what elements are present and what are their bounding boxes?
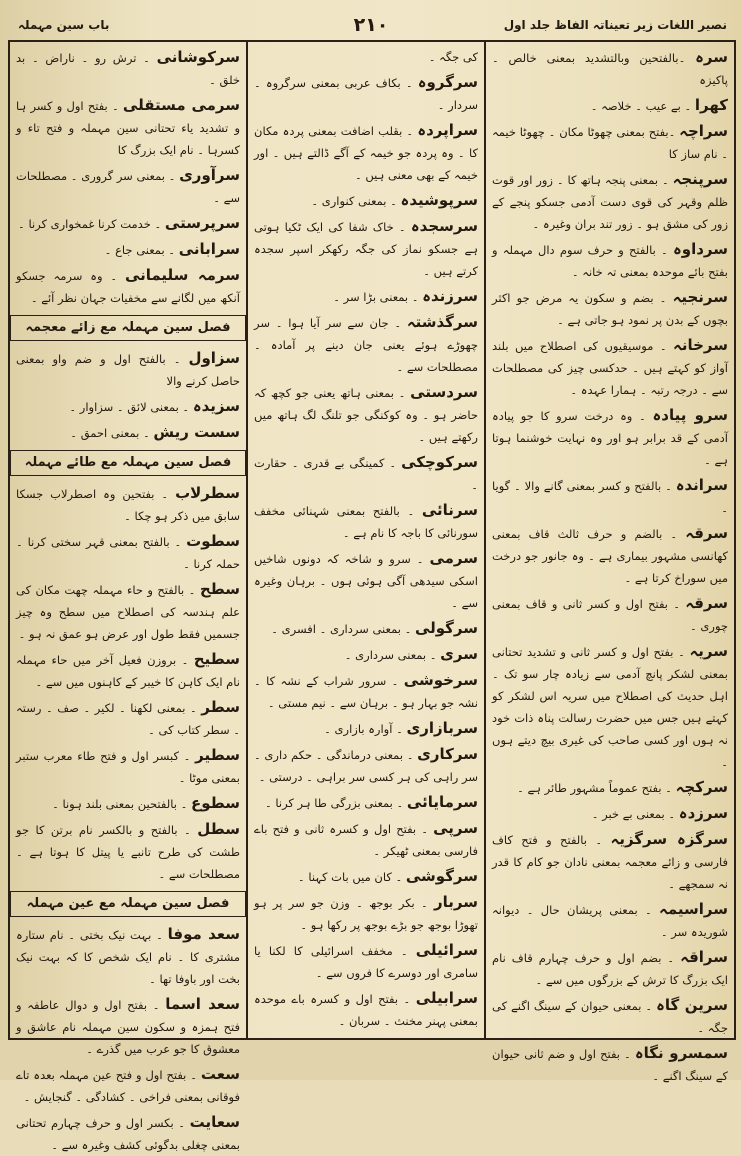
entry-headword: سرابیلی: [415, 989, 478, 1007]
entry-definition: ۔ بروزن فعیل آخر میں حاء مہملہ نام ایک کاہن کا خیبر کے کاہنوں میں سے ۔: [16, 653, 240, 689]
dictionary-entry: [492, 640, 728, 773]
dictionary-entry: [16, 744, 240, 789]
dictionary-entry: [254, 215, 478, 282]
entry-definition: ۔بفتح بمعنی چھوٹا مکان ۔ چھوٹا خیمہ ۔ نام ساز کا: [492, 125, 728, 161]
entry-definition: ۔ بفتح اول و فتح عین مہملہ بعدہ تاے فوقانی بمعنی فراخی ۔ کشادگی ۔ گنجایش ۔: [16, 1068, 240, 1104]
entry-definition: ۔ بالفتح اول و ضم واو بمعنی حاصل کرنے والا: [16, 352, 240, 388]
dictionary-entry: [492, 168, 728, 235]
dictionary-entry: [254, 791, 478, 814]
dictionary-entry: [254, 189, 478, 212]
entry-definition: ۔ بمعنی سرداری ۔ افسری ۔: [271, 622, 415, 636]
dictionary-entry: [254, 119, 478, 186]
dictionary-entry: [16, 347, 240, 392]
entry-definition: ۔ بفتح اول و کسرہ باے موحدہ بمعنی پہنر مخنث ۔ سربان ۔: [254, 992, 478, 1028]
entry-definition: ۔ بفتح عموماً مشہور طائر ہے ۔: [517, 781, 676, 795]
dictionary-entry: [16, 1111, 240, 1156]
entry-headword: سری: [440, 645, 478, 663]
entry-headword: سرپرستی: [164, 214, 240, 232]
dictionary-entry: [254, 285, 478, 308]
entry-headword: سرخانہ: [673, 336, 728, 354]
entry-definition: ۔ خاک شفا کی ایک ٹکیا ہوتی ہے جسکو نماز کی جگہ رکھکر اسپر سجدہ کرتے ہیں ۔: [254, 220, 478, 278]
entry-definition: کی جگہ ۔: [428, 50, 478, 64]
entry-headword: سرگوشی: [405, 867, 478, 885]
dictionary-entry: [492, 334, 728, 401]
entry-headword: سرکچہ: [675, 778, 728, 796]
entry-definition: ۔ بہت نیک بختی ۔ نام ستارہ مشتری کا ۔ نام ایک شخص کا کہ بہت نیک بخت اور باوفا تھا ۔: [16, 928, 240, 986]
dictionary-entry: [254, 987, 478, 1032]
entry-definition: ۔ خدمت کرنا غمخواری کرنا ۔: [18, 217, 165, 231]
entry-headword: سرپنجہ: [672, 170, 728, 188]
entry-definition: ۔ سرور شراب کے نشہ کا ۔ نشہ جو بہار ہو ۔ برہان سے ۔ نیم مستی ۔: [254, 674, 478, 710]
dictionary-entry: [492, 120, 728, 165]
entry-definition: ۔ بکر بوجھ ۔ وزن جو سر پر ہو تھوڑا بوجھ جو بڑے بوجھ پر رکھا ہو ۔: [254, 896, 478, 932]
entry-definition: ۔ بکسر اول و حرف چہارم تحتانی بمعنی چغلی بدگوئی کشف وغیرہ سے ۔: [16, 1116, 240, 1152]
dictionary-entry: [16, 264, 240, 309]
entry-headword: سعد اسما: [165, 995, 241, 1013]
dictionary-entry: [254, 817, 478, 862]
dictionary-entry: [492, 404, 728, 471]
dictionary-entry: [16, 792, 240, 815]
entry-headword: سربازاری: [406, 719, 478, 737]
entry-headword: سرقہ: [685, 524, 728, 542]
entry-definition: ۔ بالفتح و حاء مہملہ چھت مکان کی علم ہندسہ کی اصطلاح میں سطح وہ چیز جسمیں فقط طول اور عرض ہو عمق نہ ہو ۔: [16, 583, 240, 641]
entry-definition: ۔ موسیقیوں کی اصطلاح میں بلند آواز کو کہتے ہیں ۔ حدکسی چیز کی مصطلحات سے ۔ درجہ رتبہ ۔ ہمارا عہدہ ۔: [492, 339, 728, 397]
dictionary-entry: [492, 994, 728, 1039]
entry-definition: ۔ بالضم و حرف ثالث قاف بمعنی کھانسی مشہور بیماری ہے ۔ وہ جانور جو درخت میں سوراخ کرتا ہے ۔: [492, 527, 728, 585]
entry-definition: ۔ بمعنی سر گروری ۔ مصطلحات سے ۔: [16, 169, 240, 205]
entry-headword: کھرا: [694, 96, 728, 114]
entry-headword: سربار: [434, 893, 478, 911]
dictionary-entry: [254, 71, 478, 116]
dictionary-entry: [254, 643, 478, 666]
entry-definition: ۔ بقلب اضافت بمعنی پردہ مکان کا ۔ وہ پردہ جو خیمہ کے آگے ڈالتے ہیں ۔ اور خیمہ کے بھی معنی ہیں ۔: [254, 124, 478, 182]
entry-headword: سرگولی: [414, 619, 478, 637]
entry-definition: ۔ بفتح اول و کسرہ ثانی و فتح باے فارسی بمعنی ٹھیکر ۔: [254, 822, 478, 858]
entry-definition: ۔ بکاف عربی بمعنی سرگروہ ۔ سردار ۔: [254, 76, 478, 112]
entry-definition: ۔ بالفتح بمعنی قہر سختی کرنا ۔ حملہ کرنا ۔: [16, 535, 240, 571]
entry-headword: سراندہ: [675, 476, 728, 494]
entry-headword: سرکوچکی: [401, 453, 478, 471]
dictionary-entry: [254, 381, 478, 448]
entry-definition: ۔ بالفتح و حرف سوم دال مہملہ و بفتح بائے موحدہ بمعنی تہ خانہ ۔: [492, 243, 728, 279]
entry-headword: سرپی: [433, 819, 478, 837]
entry-headword: سرمی مستقلی: [122, 96, 240, 114]
entry-headword: سرائیلی: [415, 941, 478, 959]
dictionary-entry: [254, 669, 478, 714]
entry-headword: سرقہ: [685, 594, 728, 612]
entry-headword: سرداوہ: [672, 240, 728, 258]
entry-headword: سرابانی: [178, 240, 240, 258]
entry-definition: ۔ بفتحین وہ اصطرلاب جسکا سابق میں ذکر ہو چکا ۔: [16, 487, 240, 523]
entry-definition: ۔ وہ سرمہ جسکو آنکھ میں لگانے سے مخفیات جہان نظر آئے ۔: [16, 269, 240, 305]
dictionary-entry: [16, 395, 240, 418]
entry-headword: سرنائی: [421, 501, 478, 519]
dictionary-entry: [16, 818, 240, 885]
entry-definition: ۔ بمعنی سرداری ۔: [344, 648, 441, 662]
entry-definition: ۔ کبسر اول و فتح طاء معرب ستبر بمعنی موٹا ۔: [16, 749, 240, 785]
dictionary-entry: [254, 617, 478, 640]
page-header: [6, 14, 735, 40]
entry-headword: سطل: [197, 820, 240, 838]
dictionary-entry: [16, 923, 240, 990]
dictionary-entry: [16, 993, 240, 1060]
dictionary-entry: [492, 238, 728, 283]
dictionary-entry: [254, 939, 478, 984]
dictionary-entry: [16, 696, 240, 741]
entry-headword: سزیدہ: [192, 397, 240, 415]
entry-definition: ۔ بمعنی احمق ۔: [70, 426, 154, 440]
entry-headword: سطیر: [195, 746, 240, 764]
entry-definition: ۔ بمعنی جاع ۔: [104, 243, 179, 257]
entry-headword: سرزندہ: [422, 287, 478, 305]
dictionary-entry: [254, 743, 478, 788]
entry-headword: سعت: [200, 1065, 240, 1083]
dictionary-entry: [16, 421, 240, 444]
dictionary-entry: [16, 212, 240, 235]
dictionary-entry: [492, 474, 728, 519]
dictionary-entry: [254, 311, 478, 378]
entry-headword: سراپردہ: [417, 121, 478, 139]
entry-definition: ۔ بمعنی کنواری ۔: [311, 194, 401, 208]
entry-definition: ۔ بالفتح بمعنی شہنائی مخفف سورنائی کا باجہ کا نام ہے ۔: [254, 504, 478, 540]
running-title: نصیر اللغات زیر تعیناتہ الفاظ جلد اول: [503, 18, 727, 32]
dictionary-entry: [254, 499, 478, 544]
entry-headword: سرسجدہ: [410, 217, 478, 235]
entry-definition: ۔ بفتح اول و ضم ثانی حیوان کے سینگ اگنے ۔: [492, 1047, 728, 1083]
entry-headword: سراقہ: [680, 948, 728, 966]
entry-definition: ۔ بفتح اول و کسر ثانی و تشدید تحتانی بمعنی لشکر پانچ آدمی سے زیادہ چار سو تک ۔ اہل حدیث کی اصطلاح میں سریہ اس لشکر کو کہتے ہیں جس میں حضرت رسالت پناہ ذات خود نہ ہوں اور کسی صاحب کی غیری بیچ دیتے ہوں ۔: [492, 645, 728, 769]
entry-headword: سرمہ سلیمانی: [124, 266, 240, 284]
dictionary-entry: [492, 522, 728, 589]
entry-headword: سرکوشانی: [156, 48, 240, 66]
dictionary-entry: [16, 46, 240, 91]
entry-headword: سرزدہ: [678, 804, 728, 822]
section-label: باب سین مہملہ: [18, 18, 110, 32]
entry-headword: سردستی: [410, 383, 478, 401]
entry-definition: ۔ مخفف اسرائیلی کا لکنا یا سامری اور دوسرے کا فروں سے ۔: [254, 944, 478, 980]
dictionary-entry: [492, 1042, 728, 1087]
entry-definition: ۔ بے عیب ۔ خلاصہ ۔: [590, 99, 695, 113]
entry-definition: ۔ بالفتح و کسر بمعنی گانے والا ۔ گویا ۔: [492, 479, 728, 515]
dictionary-entry: [16, 1063, 240, 1108]
entry-headword: سرگزہ سرگزیہ: [610, 830, 728, 848]
entry-definition: ۔ بمعنی بزرگی طا ہر کرنا ۔: [264, 796, 407, 810]
entry-definition: ۔ وہ درخت سرو کا جو پیادہ آدمی کے قد برابر ہو اور وہ نہایت خوشنما ہوتا ہے ۔: [492, 409, 728, 467]
dictionary-entry: [254, 865, 478, 888]
entry-headword: سطیح: [193, 650, 240, 668]
entry-headword: سزاول: [188, 349, 240, 367]
entry-definition: ۔ بالفتح و بالکسر نام برتن کا جو طشت کی طرح تانبے یا پیتل کا ہوتا ہے ۔ مصطلحات سے ۔: [16, 823, 240, 881]
entry-definition: ۔ کان میں بات کہنا ۔: [297, 870, 406, 884]
page-number: ۲۱۰: [353, 14, 389, 36]
entry-definition: ۔ بالفتح و فتح کاف فارسی و زائے معجمہ بمعنی نادان جو کام کا قدر نہ سمجھے ۔: [492, 833, 728, 891]
entry-definition: ۔ جان سے سر آیا ہوا ۔ سر چھوڑے ہوئے یعنی جان دینے پر آمادہ ۔ مصطلحات سے ۔: [254, 316, 478, 374]
entry-headword: سرگذشتہ: [406, 313, 478, 331]
dictionary-entry: [16, 482, 240, 527]
entry-definition: ۔ بمعنی بے خبر ۔: [591, 807, 679, 821]
dictionary-entry: [492, 898, 728, 943]
entry-headword: سست ریش: [153, 423, 240, 441]
entry-headword: سرپوشیدہ: [400, 191, 478, 209]
dictionary-entry: [254, 717, 478, 740]
entry-definition: ۔ بالفتحین بمعنی بلند ہونا ۔: [52, 797, 191, 811]
entry-definition: ۔ بمعنی پنجہ ہاتھ کا ۔ زور اور قوت ظلم وقہر کی قوی دست آدمی جسکو پنجے کے زور کی مشق ہو ۔ زور تند بران وغیرہ ۔: [492, 173, 728, 231]
dictionary-entry: [492, 776, 728, 799]
entry-headword: سرو پیادہ: [652, 406, 728, 424]
entry-headword: سطر: [201, 698, 240, 716]
dictionary-entry: [16, 238, 240, 261]
entry-headword: سرہ: [695, 48, 728, 66]
entry-definition: ۔ بضم و سکون یہ مرض جو اکثر بچوں کے بدن پر نمود ہو جاتی ہے ۔: [492, 291, 728, 327]
section-heading: فصل سین مہملہ مع عین مہملہ: [10, 891, 246, 917]
entry-definition: ۔ بفتح اول و کسر ہا و تشدید یاء تحتانی سین مہملہ و فتح تاء و کسرہا ۔ نام ایک بزرگ کا: [16, 99, 240, 157]
entry-headword: سعد موفا: [167, 925, 240, 943]
column-left: [10, 44, 246, 1152]
entry-definition: ۔ بمعنی ہاتھ یعنی جو کچھ کہ حاضر ہو ۔ وہ کوکنگی جو تلنگ لگ ہاتھ میں رکھتے ہیں ۔: [254, 386, 478, 444]
entry-definition: ۔ کمینگی بے قدری ۔ حقارت ۔: [254, 456, 478, 492]
dictionary-entry: [492, 946, 728, 991]
entry-definition: ۔ بمعنی لکھنا ۔ لکیر ۔ صف ۔ رستہ ۔ سطر کتاب کی ۔: [16, 701, 240, 737]
entry-headword: سرین گاہ: [656, 996, 728, 1014]
entry-headword: سطوع: [190, 794, 240, 812]
entry-definition: ۔ ترش رو ۔ ناراض ۔ بد خلق ۔: [16, 51, 240, 87]
entry-definition: ۔ بضم اول و حرف چہارم قاف نام ایک بزرگ کا ترش کے بزرگوں میں سے ۔: [492, 951, 728, 987]
entry-headword: سرآوری: [179, 166, 240, 184]
entry-headword: سراسیمہ: [659, 900, 728, 918]
dictionary-entry: [16, 648, 240, 693]
column-middle: [248, 44, 484, 1036]
entry-definition: ۔ بمعنی حیوان کے سینگ اگنے کی جگہ ۔: [492, 999, 728, 1035]
entry-definition: ۔ بمعنی لائق ۔ سزاوار ۔: [69, 400, 193, 414]
section-heading: فصل سین مہملہ مع زائے معجمہ: [10, 315, 246, 341]
entry-headword: سرخوشی: [403, 671, 478, 689]
entry-definition: ۔ بفتح اول و دوال عاطفہ و فتح ہمزہ و سکون سین مہملہ نام عاشق و معشوق کا جو عرب میں گذرے ۔: [16, 998, 240, 1056]
entry-headword: سعایت: [189, 1113, 240, 1131]
entry-definition: ۔ آوارہ بازاری ۔: [324, 722, 407, 736]
entry-headword: سمسرو نگاہ: [634, 1044, 728, 1062]
entry-headword: سرگروہ: [417, 73, 478, 91]
entry-definition: ۔ بمعنی بڑا سر ۔: [333, 290, 423, 304]
dictionary-entry: [492, 46, 728, 91]
dictionary-entry: [16, 164, 240, 209]
dictionary-entry: [492, 828, 728, 895]
entry-headword: سطح: [199, 580, 240, 598]
dictionary-entry: [16, 530, 240, 575]
dictionary-entry: [254, 891, 478, 936]
dictionary-entry: [16, 578, 240, 645]
entry-headword: سرمایائی: [406, 793, 478, 811]
dictionary-entry: [492, 286, 728, 331]
entry-headword: سرمی: [429, 549, 478, 567]
dictionary-entry: [16, 94, 240, 161]
entry-definition: ۔ بفتح اول و کسر ثانی و قاف بمعنی چوری ۔: [492, 597, 728, 633]
entry-headword: سطرلاب: [175, 484, 240, 502]
dictionary-entry: [492, 802, 728, 825]
dictionary-entry: [492, 592, 728, 637]
entry-headword: سریہ: [689, 642, 728, 660]
section-heading: فصل سین مہملہ مع طائے مہملہ: [10, 450, 246, 476]
entry-headword: سراچہ: [679, 122, 728, 140]
entry-headword: سطوت: [186, 532, 240, 550]
entry-headword: سرکاری: [417, 745, 478, 763]
dictionary-entry: [254, 451, 478, 496]
entry-headword: سرنجیہ: [672, 288, 728, 306]
column-right: [486, 44, 734, 1083]
entry-definition: ۔ سرو و شاخہ کہ دونوں شاخیں اسکی سیدھی آگی ہوئی ہوں ۔ برہان وغیرہ سے ۔: [254, 552, 478, 610]
dictionary-entry: [254, 46, 478, 68]
dictionary-entry: [254, 547, 478, 614]
entry-definition: ۔ بمعنی درماندگی ۔ حکم داری ۔ سر راہی کی ہر کسی سر براہی ۔ درستی ۔: [254, 748, 478, 784]
entry-definition: ۔ بمعنی پریشان حال ۔ دیوانہ شوریدہ سر ۔: [492, 903, 728, 939]
entry-definition: ۔بالفتحین وبالتشدید بمعنی خالص ۔ پاکیزہ: [492, 51, 728, 87]
dictionary-entry: [492, 94, 728, 117]
